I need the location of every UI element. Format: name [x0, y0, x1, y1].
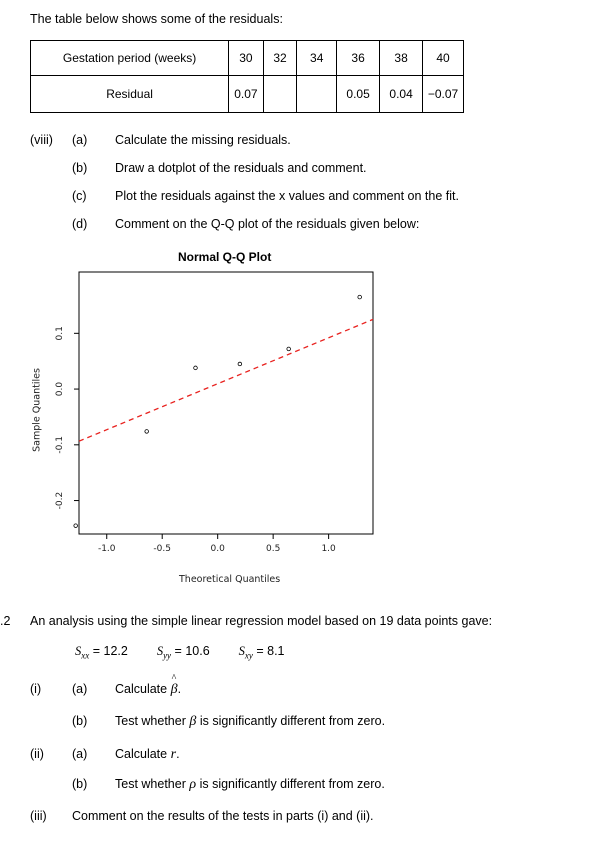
part-label-viii: (viii): [30, 133, 53, 147]
table-cell: −0.07: [423, 76, 464, 113]
data-points: [74, 295, 362, 527]
item-text: Plot the residuals against the x values and comment on the fit.: [115, 189, 459, 203]
table-cell: 0.07: [229, 76, 264, 113]
part-label-iii: (iii): [30, 809, 47, 823]
item-text: Comment on the results of the tests in parts (i) and (ii).: [72, 809, 374, 823]
table-cell: 32: [263, 41, 297, 76]
chart-title: Normal Q-Q Plot: [178, 250, 272, 264]
item-label: (c): [72, 189, 87, 203]
item-text: Draw a dotplot of the residuals and comment.: [115, 161, 367, 175]
part-label-ii: (ii): [30, 747, 44, 761]
table-cell: 30: [229, 41, 264, 76]
item-text: Calculate r.: [115, 747, 180, 762]
item-label: (b): [72, 714, 88, 728]
qq-plot: [0, 262, 601, 594]
y-tick-label: 0.1: [55, 326, 65, 341]
x-tick-label: -0.5: [153, 544, 171, 554]
x-tick-label: 0.5: [265, 544, 281, 554]
sums-of-squares: $S_{xx} = 12.2$ $S_{yy} = 10.6$ $S_{xy} = 8.1$: [75, 644, 285, 661]
table-row: [31, 76, 464, 113]
data-point: [238, 362, 242, 366]
y-tick-label: -0.1: [55, 436, 65, 454]
item-text: Calculate the missing residuals.: [115, 133, 291, 147]
plot-frame: [79, 272, 373, 534]
item-text: Calculate β ^ .: [115, 673, 182, 697]
table-row: [31, 41, 464, 76]
sxy-value: 8.1: [267, 644, 285, 658]
item-text: Comment on the Q-Q plot of the residuals given below:: [115, 217, 420, 231]
item-label: (b): [72, 777, 88, 791]
table-intro: The table below shows some of the residuals:: [30, 12, 283, 26]
x-tick-label: 1.0: [321, 544, 336, 554]
table-cell: 0.05: [337, 76, 380, 113]
table-cell: 0.04: [380, 76, 423, 113]
y-tick-label: 0.0: [55, 381, 65, 397]
x-axis-label: Theoretical Quantiles: [179, 574, 281, 585]
table-cell: 34: [297, 41, 337, 76]
syy-value: 10.6: [185, 644, 210, 658]
item-label: (a): [72, 747, 88, 761]
table-cell: 40: [423, 41, 464, 76]
row-header-residual: Residual: [31, 76, 229, 113]
item-label: (d): [72, 217, 88, 231]
x-tick-label: -1.0: [97, 544, 116, 554]
table-cell: [263, 76, 297, 113]
x-axis: [98, 534, 336, 554]
item-label: (a): [72, 682, 88, 696]
data-point: [74, 524, 78, 528]
part-label-i: (i): [30, 682, 42, 696]
question-intro: An analysis using the simple linear regression model based on 19 data points gave:: [30, 614, 493, 628]
item-text: Test whether β is significantly different from zero.: [115, 714, 386, 729]
data-point: [287, 347, 291, 351]
y-tick-label: -0.2: [55, 491, 65, 510]
data-point: [145, 430, 149, 434]
reference-line: [79, 319, 373, 441]
y-axis-label: Sample Quantiles: [31, 368, 43, 452]
table-cell: 36: [337, 41, 380, 76]
data-point: [194, 366, 198, 370]
question-number: .2: [0, 614, 11, 628]
data-point: [358, 295, 362, 299]
x-tick-label: 0.0: [210, 544, 225, 554]
item-label: (b): [72, 161, 88, 175]
row-header-gestation: Gestation period (weeks): [31, 41, 229, 76]
residual-table: [30, 40, 464, 113]
table-cell: [297, 76, 337, 113]
y-axis: [55, 326, 79, 509]
item-label: (a): [72, 133, 88, 147]
sxx-value: 12.2: [103, 644, 128, 658]
table-cell: 38: [380, 41, 423, 76]
item-text: Test whether ρ is significantly different from zero.: [115, 777, 385, 792]
